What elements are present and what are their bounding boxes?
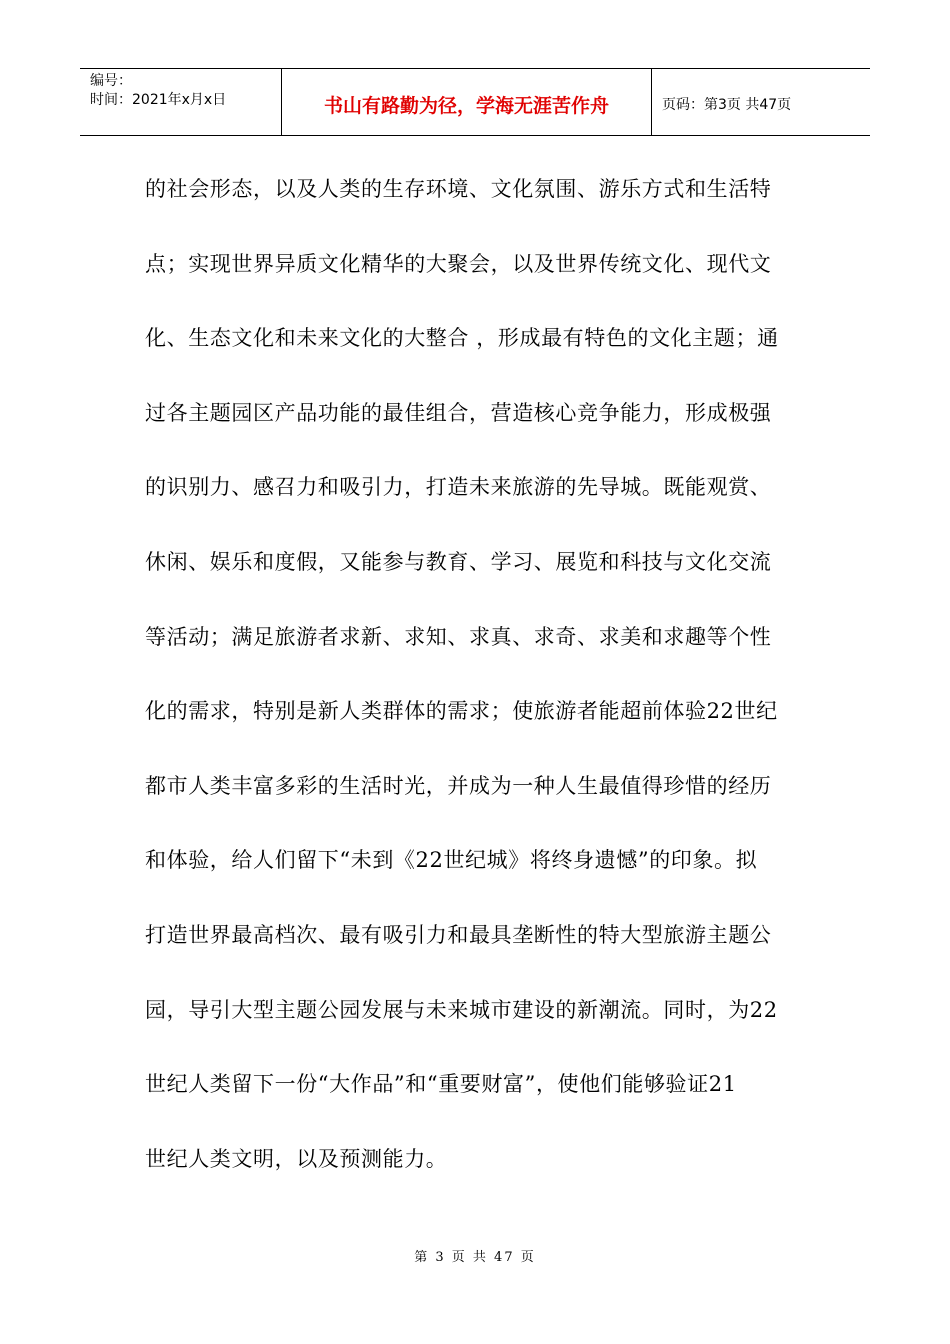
body-line: 点；实现世界异质文化精华的大聚会，以及世界传统文化、现代文 xyxy=(145,251,772,276)
document-date-label: 时间：2021年x月x日 xyxy=(90,92,227,108)
body-line: 和体验，给人们留下“未到《22世纪城》将终身遗憾”的印象。拟 xyxy=(145,848,758,873)
header-meta xyxy=(80,69,282,135)
header-page-info: 页码：第3页 共47页 xyxy=(662,97,792,113)
document-body xyxy=(145,152,815,1196)
body-line: 都市人类丰富多彩的生活时光，并成为一种人生最值得珍惜的经历 xyxy=(145,773,772,798)
body-line: 的社会形态，以及人类的生存环境、文化氛围、游乐方式和生活特 xyxy=(145,177,772,201)
header-motto: 书山有路勤为径，学海无涯苦作舟 xyxy=(282,69,652,135)
document-number-label: 编号： xyxy=(90,73,132,89)
page-header xyxy=(80,68,870,136)
body-line: 打造世界最高档次、最有吸引力和最具垄断性的特大型旅游主题公 xyxy=(145,922,772,947)
body-line: 休闲、娱乐和度假，又能参与教育、学习、展览和科技与文化交流 xyxy=(145,549,772,574)
body-line: 化、生态文化和未来文化的大整合 ，形成最有特色的文化主题；通 xyxy=(145,326,779,351)
body-line: 化的需求，特别是新人类群体的需求；使旅游者能超前体验22世纪 xyxy=(145,699,778,724)
body-line: 过各主题园区产品功能的最佳组合，营造核心竞争能力，形成极强 xyxy=(145,400,772,425)
body-line: 世纪人类留下一份“大作品”和“重要财富”，使他们能够验证21 xyxy=(145,1072,737,1097)
body-line: 园，导引大型主题公园发展与未来城市建设的新潮流。同时，为22 xyxy=(145,997,778,1022)
body-line: 等活动；满足旅游者求新、求知、求真、求奇、求美和求趣等个性 xyxy=(145,624,772,649)
body-line: 的识别力、感召力和吸引力，打造未来旅游的先导城。既能观赏、 xyxy=(145,475,772,500)
page-footer: 第 3 页 共 47 页 xyxy=(414,1250,536,1265)
body-line: 世纪人类文明，以及预测能力。 xyxy=(145,1146,448,1171)
